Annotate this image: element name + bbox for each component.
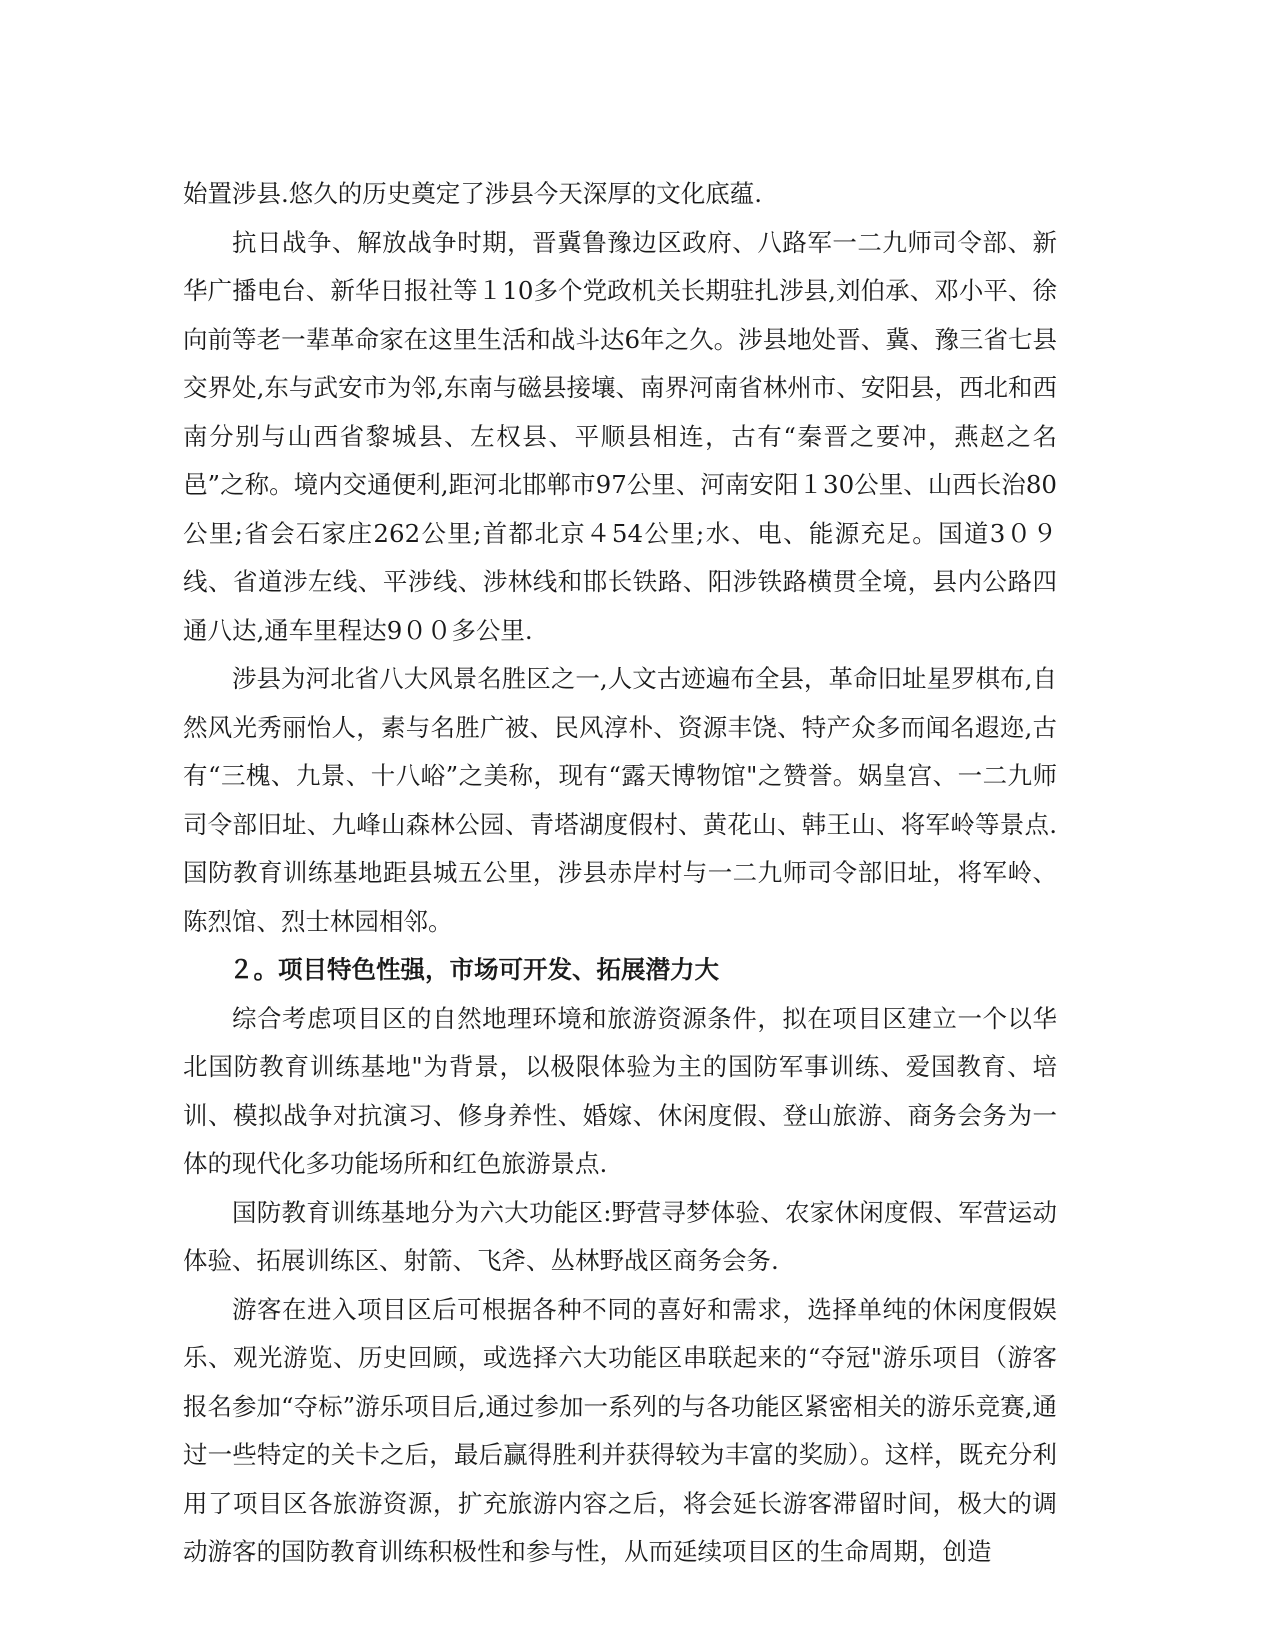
section-heading: ２。项目特色性强，市场可开发、拓展潜力大 <box>229 955 719 984</box>
paragraph-continuation: 始置涉县.悠久的历史奠定了涉县今天深厚的文化底蕴. <box>183 179 763 208</box>
paragraph-scenic-spots: 涉县为河北省八大风景名胜区之一,人文古迹遍布全县，革命旧址星罗棋布,自然风光秀丽怡人，素与名胜广被、民风淳朴、资源丰饶、特产众多而闻名遐迩,古有“三槐、九景、十八峪”之美称，现有“露天博物馆"之赞誉。娲皇宫、一二九师司令部旧址、九峰山森林公园、青塔湖度假村、黄花山、韩王山、将军岭等景点.国防教育训练基地距县城五公里，涉县赤岸村与一二九师司令部旧址，将军岭、陈烈馆、烈士林园相邻。 <box>183 664 1057 936</box>
paragraph-history-geography: 抗日战争、解放战争时期，晋冀鲁豫边区政府、八路军一二九师司令部、新华广播电台、新华日报社等１10多个党政机关长期驻扎涉县,刘伯承、邓小平、徐向前等老一辈革命家在这里生活和战斗达6年之久。涉县地处晋、冀、豫三省七县交界处,东与武安市为邻,东南与磁县接壤、南界河南省林州市、安阳县，西北和西南分别与山西省黎城县、左权县、平顺县相连，古有“秦晋之要冲，燕赵之名邑”之称。境内交通便利,距河北邯郸市97公里、河南安阳１30公里、山西长治80公里;省会石家庄262公里;首都北京４54公里;水、电、能源充足。国道3０９线、省道涉左线、平涉线、涉林线和邯长铁路、阳涉铁路横贯全境，县内公路四通八达,通车里程达9００多公里. <box>183 227 1057 645</box>
document-page <box>183 170 1057 1577</box>
paragraph-visitor-experience: 游客在进入项目区后可根据各种不同的喜好和需求，选择单纯的休闲度假娱乐、观光游览、历史回顾，或选择六大功能区串联起来的“夺冠"游乐项目（游客报名参加“夺标”游乐项目后,通过参加一系列的与各功能区紧密相关的游乐竞赛,通过一些特定的关卡之后，最后赢得胜利并获得较为丰富的奖励）。这样，既充分利用了项目区各旅游资源，扩充旅游内容之后，将会延长游客滞留时间，极大的调动游客的国防教育训练积极性和参与性，从而延续项目区的生命周期，创造 <box>183 1294 1057 1566</box>
paragraph-functional-zones: 国防教育训练基地分为六大功能区:野营寻梦体验、农家休闲度假、军营运动体验、拓展训练区、射箭、飞斧、丛林野战区商务会务. <box>183 1197 1057 1275</box>
paragraph-project-plan: 综合考虑项目区的自然地理环境和旅游资源条件，拟在项目区建立一个以华北国防教育训练基地"为背景，以极限体验为主的国防军事训练、爱国教育、培训、模拟战争对抗演习、修身养性、婚嫁、休闲度假、登山旅游、商务会务为一体的现代化多功能场所和红色旅游景点. <box>183 1003 1057 1178</box>
